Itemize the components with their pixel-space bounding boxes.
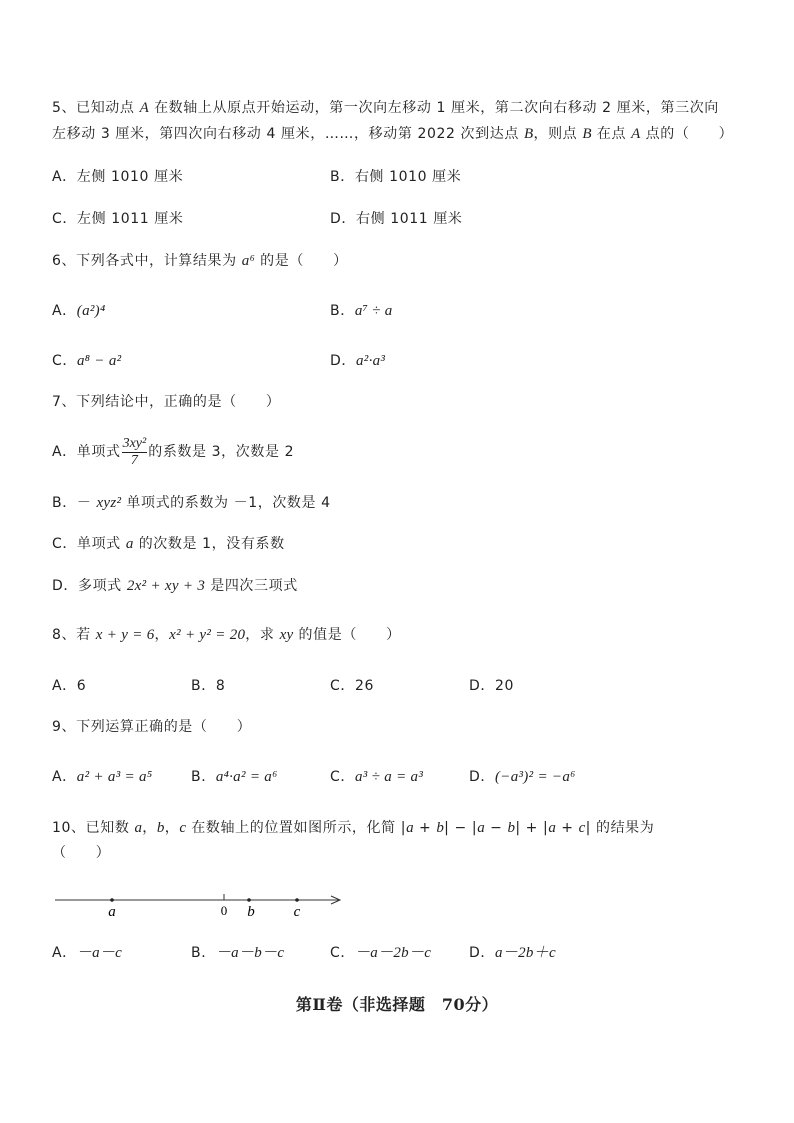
point-b <box>247 898 251 902</box>
q7-option-c <box>52 534 285 554</box>
q10-text: | − | <box>444 820 478 836</box>
option-text: 单项式 <box>76 536 126 552</box>
q10-text: + <box>556 820 579 836</box>
q10-text: | + | <box>515 820 549 836</box>
option-text: 8 <box>215 678 226 694</box>
q7-option-b <box>52 493 331 513</box>
q7-option-d <box>52 576 298 596</box>
q5-var: B <box>582 126 592 142</box>
option-math: (−a³)² = −a⁶ <box>494 769 576 785</box>
option-label: A． <box>52 678 77 694</box>
option-text: 是四次三项式 <box>205 578 298 594</box>
option-math: xyz² <box>96 495 122 511</box>
q9-stem: 9、下列运算正确的是（ ） <box>52 719 252 735</box>
option-math: a² + a³ = a⁵ <box>76 769 153 785</box>
option-math: －a－b－c <box>215 945 285 961</box>
q8-option-d <box>469 676 514 696</box>
q7-option-a <box>52 434 294 470</box>
q10-text: | 的结果为 <box>585 820 655 836</box>
label-zero: 0 <box>220 903 228 918</box>
option-label: C． <box>52 536 77 552</box>
option-label: A． <box>52 303 77 319</box>
q8-option-a <box>52 676 86 696</box>
option-text: 26 <box>354 678 374 694</box>
q6-option-b <box>330 301 393 321</box>
q6-math: a⁶ <box>241 253 256 269</box>
label-b: b <box>247 904 255 920</box>
q8-text: 的值是（ ） <box>293 627 401 643</box>
option-math: (a²)⁴ <box>76 303 106 319</box>
option-math: －a－c <box>76 945 123 961</box>
q10-stem-line1 <box>52 818 654 838</box>
q5-var: A <box>139 100 150 116</box>
option-label: D． <box>330 211 356 227</box>
option-math: a－2b＋c <box>494 945 556 961</box>
option-label: A． <box>52 169 77 185</box>
option-label: C． <box>52 353 77 369</box>
option-text: 单项式 <box>76 444 121 460</box>
q8-text: ，求 <box>245 627 280 643</box>
label-c: c <box>293 904 301 920</box>
q5-var: B <box>524 126 534 142</box>
q10-var: c <box>179 820 187 836</box>
option-label: D． <box>469 769 495 785</box>
option-label: B． <box>330 169 355 185</box>
q5-text: 点的（ ） <box>640 126 734 142</box>
q5-option-a <box>52 167 183 187</box>
q10-option-d <box>469 943 556 963</box>
q5-text: 在数轴上从原点开始运动，第一次向左移动 1 厘米，第二次向右移动 2 厘米，第三次向 <box>149 100 719 116</box>
q6-text: 的是（ ） <box>255 253 348 269</box>
q8-math: x² + y² = 20 <box>169 627 246 643</box>
option-label: C． <box>330 945 355 961</box>
q5-stem-line2 <box>52 124 733 144</box>
option-math: a⁸ − a² <box>76 353 122 369</box>
option-text: 左侧 1011 厘米 <box>76 211 184 227</box>
q10-text: 10、已知数 <box>52 820 135 836</box>
q5-text: 左移动 3 厘米，第四次向右移动 4 厘米，……，移动第 2022 次到达点 <box>52 126 524 142</box>
q8-stem <box>52 625 401 645</box>
q8-math: x + y = 6 <box>95 627 155 643</box>
q5-text: 5、已知动点 <box>52 100 140 116</box>
q10-var: b <box>436 820 445 836</box>
q6-option-a <box>52 301 105 321</box>
q5-option-d <box>330 209 463 229</box>
option-math: a²·a³ <box>355 353 386 369</box>
q10-var: c <box>578 820 586 836</box>
fraction-numerator: 3xy² <box>122 435 147 451</box>
option-label: B． <box>191 678 216 694</box>
option-math: a <box>125 536 134 552</box>
option-label: A． <box>52 769 77 785</box>
option-label: C． <box>52 211 77 227</box>
option-math: 2x² + xy + 3 <box>126 578 206 594</box>
option-label: A． <box>52 444 77 460</box>
q10-var: b <box>507 820 516 836</box>
option-label: D． <box>52 578 78 594</box>
q10-text: ， <box>142 820 157 836</box>
option-label: B． <box>52 495 77 511</box>
option-label: A． <box>52 945 77 961</box>
q10-var: a <box>406 820 414 836</box>
option-math: a⁷ ÷ a <box>354 303 393 319</box>
q6-option-d <box>330 351 385 371</box>
option-label: D． <box>469 678 495 694</box>
number-line-figure <box>50 885 350 925</box>
q10-option-c <box>330 943 431 963</box>
fraction <box>122 436 148 469</box>
q6-text: 6、下列各式中，计算结果为 <box>52 253 242 269</box>
q5-option-c <box>52 209 184 229</box>
option-label: B． <box>191 945 216 961</box>
option-math: a³ ÷ a = a³ <box>354 769 424 785</box>
q10-var: b <box>156 820 165 836</box>
option-label: C． <box>330 678 355 694</box>
section-title: 第Ⅱ卷（非选择题 70分） <box>295 995 499 1014</box>
q8-text: 8、若 <box>52 627 96 643</box>
q5-var: A <box>631 126 641 142</box>
q9-option-a <box>52 767 152 787</box>
option-math: a⁴·a² = a⁶ <box>215 769 278 785</box>
q9-option-c <box>330 767 423 787</box>
q8-option-c <box>330 676 374 696</box>
q6-stem <box>52 251 348 271</box>
q10-var: a <box>477 820 486 836</box>
point-a <box>110 898 114 902</box>
q10-text: 在数轴上的位置如图所示，化简 | <box>186 820 407 836</box>
option-label: D． <box>330 353 356 369</box>
q5-text: ，则点 <box>533 126 583 142</box>
option-label: C． <box>330 769 355 785</box>
q7-stem: 7、下列结论中，正确的是（ ） <box>52 394 281 410</box>
option-text: 右侧 1010 厘米 <box>354 169 462 185</box>
option-label: B． <box>330 303 355 319</box>
q8-option-b <box>191 676 225 696</box>
option-text: 的次数是 1，没有系数 <box>133 536 285 552</box>
option-text: 左侧 1010 厘米 <box>76 169 184 185</box>
q5-stem-line1 <box>52 98 719 118</box>
q10-option-a <box>52 943 122 963</box>
q5-option-b <box>330 167 461 187</box>
option-text: 单项式的系数为 －1，次数是 4 <box>121 495 331 511</box>
q10-text: ， <box>164 820 180 836</box>
point-c <box>295 898 299 902</box>
q6-option-c <box>52 351 121 371</box>
q9-option-d <box>469 767 576 787</box>
q9-option-b <box>191 767 278 787</box>
q8-text: ， <box>154 627 170 643</box>
fraction-denominator: 7 <box>130 452 138 468</box>
option-text: 6 <box>76 678 87 694</box>
label-a: a <box>108 904 116 920</box>
option-label: B． <box>191 769 216 785</box>
q10-text: − <box>485 820 508 836</box>
q10-var: a <box>548 820 557 836</box>
option-text: 多项式 <box>77 578 127 594</box>
q10-option-b <box>191 943 284 963</box>
q8-math: xy <box>279 627 294 643</box>
option-text: 20 <box>494 678 514 694</box>
q10-text: + <box>413 820 437 836</box>
q10-stem-line2: （ ） <box>52 845 111 861</box>
option-text: 的系数是 3，次数是 2 <box>148 444 295 460</box>
q10-var: a <box>134 820 143 836</box>
option-math: －a－2b－c <box>354 945 432 961</box>
option-text: 右侧 1011 厘米 <box>355 211 463 227</box>
q5-text: 在点 <box>591 126 632 142</box>
option-text: － <box>76 495 97 511</box>
option-label: D． <box>469 945 495 961</box>
